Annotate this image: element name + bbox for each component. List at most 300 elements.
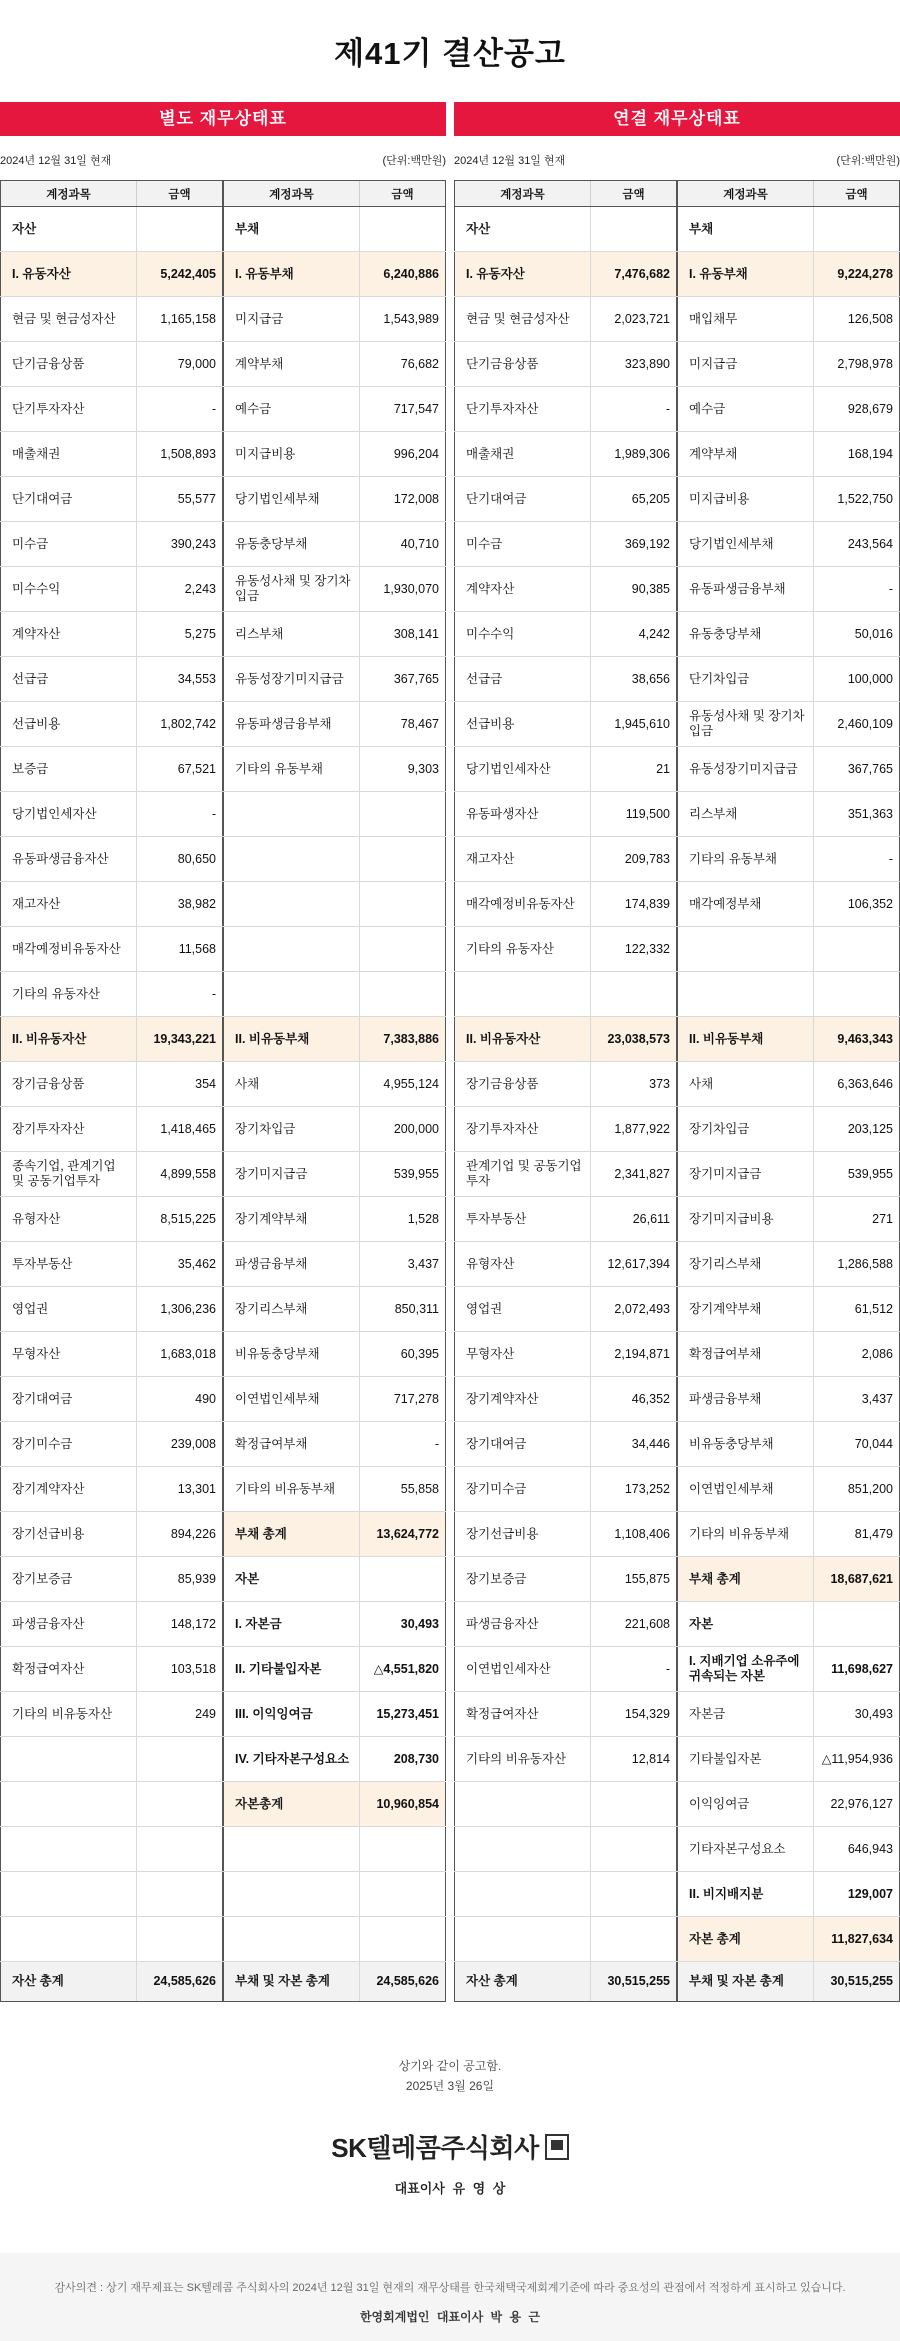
amount-value: 249 [137, 1692, 223, 1737]
table-row [1, 1377, 223, 1422]
amount-value: 11,568 [137, 927, 223, 972]
account-name: 확정급여자산 [1, 1647, 137, 1692]
account-name [224, 1827, 360, 1872]
account-name: 유동파생금융부채 [224, 702, 360, 747]
amount-value: 1,286,588 [814, 1242, 900, 1287]
account-name [1, 1827, 137, 1872]
amount-value: 717,278 [360, 1377, 446, 1422]
amount-value: 221,608 [591, 1602, 677, 1647]
table-row [455, 477, 677, 522]
amount-value: 490 [137, 1377, 223, 1422]
table-row [678, 477, 900, 522]
table-row [455, 657, 677, 702]
table-row [678, 1377, 900, 1422]
table-row [455, 1242, 677, 1287]
account-name [455, 1782, 591, 1827]
amount-value: 55,577 [137, 477, 223, 522]
table-row [1, 477, 223, 522]
account-name: 매각예정비유동자산 [455, 882, 591, 927]
account-name: 당기법인세자산 [455, 747, 591, 792]
table-row [455, 1557, 677, 1602]
amount-value: 22,976,127 [814, 1782, 900, 1827]
amount-value: 55,858 [360, 1467, 446, 1512]
table-row [224, 1827, 446, 1872]
amount-value [591, 1917, 677, 1962]
table-row [224, 1467, 446, 1512]
amount-value: 9,224,278 [814, 252, 900, 297]
account-name: 장기투자자산 [455, 1107, 591, 1152]
account-name: 장기금융상품 [455, 1062, 591, 1107]
amount-value: 19,343,221 [137, 1017, 223, 1062]
table-row [224, 1062, 446, 1107]
amount-value: 148,172 [137, 1602, 223, 1647]
account-name: II. 비유동자산 [455, 1017, 591, 1062]
table-row [1, 837, 223, 882]
consolidated-date: 2024년 12월 31일 현재 [454, 155, 566, 167]
table-row [224, 1377, 446, 1422]
amount-value: 2,194,871 [591, 1332, 677, 1377]
page-title: 제41기 결산공고 [334, 36, 566, 71]
amount-value: 10,960,854 [360, 1782, 446, 1827]
amount-value: 1,108,406 [591, 1512, 677, 1557]
table-row [455, 1737, 677, 1782]
table-row [678, 1827, 900, 1872]
account-name: 장기미지급금 [678, 1152, 814, 1197]
table-row [224, 612, 446, 657]
account-name: 투자부동산 [455, 1197, 591, 1242]
account-name [678, 972, 814, 1017]
account-name [678, 927, 814, 972]
account-name: 사채 [224, 1062, 360, 1107]
account-name [455, 1872, 591, 1917]
amount-value: - [591, 387, 677, 432]
table-row [678, 1872, 900, 1917]
amount-value: 100,000 [814, 657, 900, 702]
table-row [224, 1602, 446, 1647]
col-amount-header: 금액 [360, 181, 446, 207]
table-row [678, 1692, 900, 1737]
amount-value: 850,311 [360, 1287, 446, 1332]
table-row [1, 1152, 223, 1197]
table-row [224, 1107, 446, 1152]
amount-value: 1,528 [360, 1197, 446, 1242]
col-account-header: 계정과목 [455, 181, 591, 207]
amount-value: 7,383,886 [360, 1017, 446, 1062]
table-row [224, 927, 446, 972]
table-row [1, 882, 223, 927]
account-name: 영업권 [1, 1287, 137, 1332]
amount-value: 646,943 [814, 1827, 900, 1872]
table-row [455, 1872, 677, 1917]
account-name [224, 837, 360, 882]
amount-value: 34,446 [591, 1422, 677, 1467]
table-row [678, 1152, 900, 1197]
table-row [1, 522, 223, 567]
amount-value: 60,395 [360, 1332, 446, 1377]
table-row [455, 1647, 677, 1692]
amount-value: 21 [591, 747, 677, 792]
amount-value: 106,352 [814, 882, 900, 927]
account-name: 자본 총계 [678, 1917, 814, 1962]
amount-value [360, 1872, 446, 1917]
table-row [1, 1602, 223, 1647]
amount-value: 11,827,634 [814, 1917, 900, 1962]
account-name [1, 1917, 137, 1962]
table-row [455, 1422, 677, 1467]
table-row [678, 1242, 900, 1287]
amount-value [591, 1782, 677, 1827]
amount-value: 5,242,405 [137, 252, 223, 297]
table-row [455, 792, 677, 837]
amount-value: 539,955 [814, 1152, 900, 1197]
amount-value: 1,543,989 [360, 297, 446, 342]
account-name: 장기미수금 [455, 1467, 591, 1512]
amount-value: 928,679 [814, 387, 900, 432]
company-name-logo [0, 2128, 900, 2165]
table-row [455, 207, 677, 252]
separate-meta [0, 136, 446, 180]
amount-value [591, 1827, 677, 1872]
account-name: I. 유동부채 [678, 252, 814, 297]
amount-value: △11,954,936 [814, 1737, 900, 1782]
amount-value: 34,553 [137, 657, 223, 702]
amount-value: 239,008 [137, 1422, 223, 1467]
account-name: 유동파생자산 [455, 792, 591, 837]
amount-value: 12,617,394 [591, 1242, 677, 1287]
notice-date: 2025년 3월 26일 [405, 2079, 495, 2093]
amount-value [137, 1872, 223, 1917]
amount-value [137, 1827, 223, 1872]
account-name: 이연법인세부채 [224, 1377, 360, 1422]
account-name: 기타의 유동부채 [678, 837, 814, 882]
account-name: 현금 및 현금성자산 [455, 297, 591, 342]
table-row [455, 1332, 677, 1377]
account-name [224, 1917, 360, 1962]
account-name: III. 이익잉여금 [224, 1692, 360, 1737]
account-name: 장기차입금 [224, 1107, 360, 1152]
account-name: 종속기업, 관계기업 및 공동기업투자 [1, 1152, 137, 1197]
amount-value: 271 [814, 1197, 900, 1242]
total-row [1, 1962, 223, 2002]
table-row [455, 702, 677, 747]
table-row [678, 1602, 900, 1647]
account-name: 리스부채 [224, 612, 360, 657]
table-row [224, 522, 446, 567]
amount-value: 1,945,610 [591, 702, 677, 747]
account-name: 장기보증금 [455, 1557, 591, 1602]
account-name: I. 자본금 [224, 1602, 360, 1647]
amount-value: 65,205 [591, 477, 677, 522]
account-name: 기타불입자본 [678, 1737, 814, 1782]
total-value: 24,585,626 [360, 1962, 446, 2002]
col-amount-header: 금액 [591, 181, 677, 207]
account-name [1, 1872, 137, 1917]
account-name: 무형자산 [455, 1332, 591, 1377]
account-name: 장기금융상품 [1, 1062, 137, 1107]
amount-value: 23,038,573 [591, 1017, 677, 1062]
amount-value: 30,493 [360, 1602, 446, 1647]
amount-value: - [814, 567, 900, 612]
amount-value: 367,765 [814, 747, 900, 792]
table-row [224, 792, 446, 837]
table-row [678, 1557, 900, 1602]
table-row [678, 207, 900, 252]
account-name: 장기미지급비용 [678, 1197, 814, 1242]
table-row [1, 1242, 223, 1287]
table-row [455, 972, 677, 1017]
table-row [455, 1467, 677, 1512]
amount-value: - [137, 387, 223, 432]
table-row [455, 837, 677, 882]
table-row [224, 1017, 446, 1062]
table-row [678, 567, 900, 612]
account-name: 매출채권 [455, 432, 591, 477]
account-name: 단기금융상품 [1, 342, 137, 387]
account-name: 장기대여금 [455, 1422, 591, 1467]
table-row [224, 1917, 446, 1962]
account-name: 미지급비용 [224, 432, 360, 477]
account-name: II. 비유동부채 [678, 1017, 814, 1062]
amount-value: 154,329 [591, 1692, 677, 1737]
table-row [224, 387, 446, 432]
amount-value: 11,698,627 [814, 1647, 900, 1692]
amount-value: 3,437 [360, 1242, 446, 1287]
account-name: 유동성사채 및 장기차입금 [224, 567, 360, 612]
consolidated-meta [454, 136, 900, 180]
account-name: 유동파생금융부채 [678, 567, 814, 612]
amount-value: 79,000 [137, 342, 223, 387]
account-name: 자본 [224, 1557, 360, 1602]
table-row [1, 567, 223, 612]
table-row [455, 1377, 677, 1422]
account-name: 재고자산 [455, 837, 591, 882]
table-row [224, 747, 446, 792]
amount-value: 90,385 [591, 567, 677, 612]
account-name: 확정급여자산 [455, 1692, 591, 1737]
account-name: II. 기타불입자본 [224, 1647, 360, 1692]
account-name: 이연법인세자산 [455, 1647, 591, 1692]
separate-unit: (단위:백만원) [382, 155, 446, 167]
account-name: 투자부동산 [1, 1242, 137, 1287]
table-row [1, 207, 223, 252]
account-name [224, 792, 360, 837]
amount-value: 7,476,682 [591, 252, 677, 297]
total-row [455, 1962, 677, 2002]
account-name: 계약부채 [678, 432, 814, 477]
table-row [1, 927, 223, 972]
table-row [678, 1332, 900, 1377]
table-row [1, 1107, 223, 1152]
account-name: 장기보증금 [1, 1557, 137, 1602]
account-name [224, 1872, 360, 1917]
table-row [678, 1512, 900, 1557]
table-row [224, 1332, 446, 1377]
account-name: 리스부채 [678, 792, 814, 837]
separate-date: 2024년 12월 31일 현재 [0, 155, 112, 167]
table-row [224, 1647, 446, 1692]
account-name: 확정급여부채 [678, 1332, 814, 1377]
table-row [224, 567, 446, 612]
separate-header: 별도 재무상태표 [0, 102, 446, 136]
account-name [455, 972, 591, 1017]
table-row [1, 1467, 223, 1512]
company-name: SK텔레콤주식회사 [331, 2133, 539, 2163]
amount-value: 4,242 [591, 612, 677, 657]
amount-value: 13,624,772 [360, 1512, 446, 1557]
table-row [1, 1332, 223, 1377]
account-name: 선급비용 [455, 702, 591, 747]
table-row [678, 1467, 900, 1512]
account-name: 비유동충당부채 [224, 1332, 360, 1377]
table-row [1, 1017, 223, 1062]
account-name: 단기차입금 [678, 657, 814, 702]
account-name [224, 882, 360, 927]
account-name: I. 유동자산 [455, 252, 591, 297]
account-name: 영업권 [455, 1287, 591, 1332]
account-name: 기타의 비유동부채 [678, 1512, 814, 1557]
amount-value: 323,890 [591, 342, 677, 387]
amount-value: 539,955 [360, 1152, 446, 1197]
amount-value: 203,125 [814, 1107, 900, 1152]
amount-value: 1,508,893 [137, 432, 223, 477]
account-name: 관계기업 및 공동기업투자 [455, 1152, 591, 1197]
account-name: 단기투자자산 [1, 387, 137, 432]
account-name: 장기계약자산 [1, 1467, 137, 1512]
amount-value: 1,165,158 [137, 297, 223, 342]
amount-value: 13,301 [137, 1467, 223, 1512]
account-name: 기타의 유동부채 [224, 747, 360, 792]
amount-value: 354 [137, 1062, 223, 1107]
table-row [678, 432, 900, 477]
table-row [455, 1602, 677, 1647]
table-row [455, 882, 677, 927]
amount-value: 155,875 [591, 1557, 677, 1602]
account-name: 기타자본구성요소 [678, 1827, 814, 1872]
table-row [1, 387, 223, 432]
table-row [678, 1197, 900, 1242]
table-row [224, 1557, 446, 1602]
amount-value: 80,650 [137, 837, 223, 882]
account-name: 장기계약부채 [678, 1287, 814, 1332]
amount-value: 85,939 [137, 1557, 223, 1602]
table-row [1, 1647, 223, 1692]
total-value: 30,515,255 [591, 1962, 677, 2002]
table-row [678, 1107, 900, 1152]
table-row [678, 1062, 900, 1107]
account-name: II. 비지배지분 [678, 1872, 814, 1917]
account-name: 당기법인세부채 [224, 477, 360, 522]
amount-value: 308,141 [360, 612, 446, 657]
table-row [1, 657, 223, 702]
account-name [1, 1782, 137, 1827]
account-name: II. 비유동자산 [1, 1017, 137, 1062]
amount-value: 373 [591, 1062, 677, 1107]
amount-value: 70,044 [814, 1422, 900, 1467]
amount-value [360, 792, 446, 837]
table-row [678, 342, 900, 387]
table-row [224, 882, 446, 927]
amount-value: 50,016 [814, 612, 900, 657]
table-row [678, 297, 900, 342]
account-name: 장기선급비용 [1, 1512, 137, 1557]
table-row [1, 1692, 223, 1737]
account-name: 선급비용 [1, 702, 137, 747]
table-row [224, 207, 446, 252]
amount-value: 81,479 [814, 1512, 900, 1557]
table-row [224, 252, 446, 297]
account-name: 기타의 유동자산 [1, 972, 137, 1017]
account-name: 장기차입금 [678, 1107, 814, 1152]
table-row [1, 1062, 223, 1107]
account-name: 선급금 [1, 657, 137, 702]
amount-value: 1,989,306 [591, 432, 677, 477]
separate-assets-table [0, 180, 223, 2002]
table-row [1, 1512, 223, 1557]
total-row [678, 1962, 900, 2002]
table-row [224, 1197, 446, 1242]
amount-value: 2,341,827 [591, 1152, 677, 1197]
account-name: 미지급비용 [678, 477, 814, 522]
table-row [678, 792, 900, 837]
amount-value: 1,877,922 [591, 1107, 677, 1152]
amount-value [360, 927, 446, 972]
table-row [455, 1197, 677, 1242]
account-name: 유동성장기미지급금 [678, 747, 814, 792]
table-row [455, 1782, 677, 1827]
table-row [678, 612, 900, 657]
table-row [1, 342, 223, 387]
table-row [455, 1062, 677, 1107]
amount-value: 351,363 [814, 792, 900, 837]
amount-value [360, 837, 446, 882]
amount-value [137, 207, 223, 252]
account-name: 당기법인세부채 [678, 522, 814, 567]
table-row [455, 342, 677, 387]
table-row [678, 1647, 900, 1692]
amount-value: 9,303 [360, 747, 446, 792]
account-name: 부채 [224, 207, 360, 252]
account-name: 장기계약자산 [455, 1377, 591, 1422]
table-row [678, 882, 900, 927]
account-name: 기타의 비유동자산 [1, 1692, 137, 1737]
consolidated-liabilities-table [677, 180, 900, 2002]
table-row [678, 1917, 900, 1962]
amount-value [814, 207, 900, 252]
table-row [455, 1512, 677, 1557]
amount-value: 208,730 [360, 1737, 446, 1782]
amount-value: 172,008 [360, 477, 446, 522]
amount-value [137, 1737, 223, 1782]
table-row [455, 927, 677, 972]
table-row [224, 1512, 446, 1557]
amount-value: 174,839 [591, 882, 677, 927]
amount-value: 46,352 [591, 1377, 677, 1422]
account-name: 장기투자자산 [1, 1107, 137, 1152]
consolidated-unit: (단위:백만원) [836, 155, 900, 167]
table-row [455, 387, 677, 432]
amount-value [360, 1557, 446, 1602]
account-name: 매각예정부채 [678, 882, 814, 927]
account-name: 유동성사채 및 장기차입금 [678, 702, 814, 747]
account-name: I. 지배기업 소유주에 귀속되는 자본 [678, 1647, 814, 1692]
table-row [455, 297, 677, 342]
table-row [455, 1287, 677, 1332]
account-name: 계약부채 [224, 342, 360, 387]
table-row [678, 657, 900, 702]
table-row [1, 972, 223, 1017]
amount-value: 6,363,646 [814, 1062, 900, 1107]
account-name [1, 1737, 137, 1782]
